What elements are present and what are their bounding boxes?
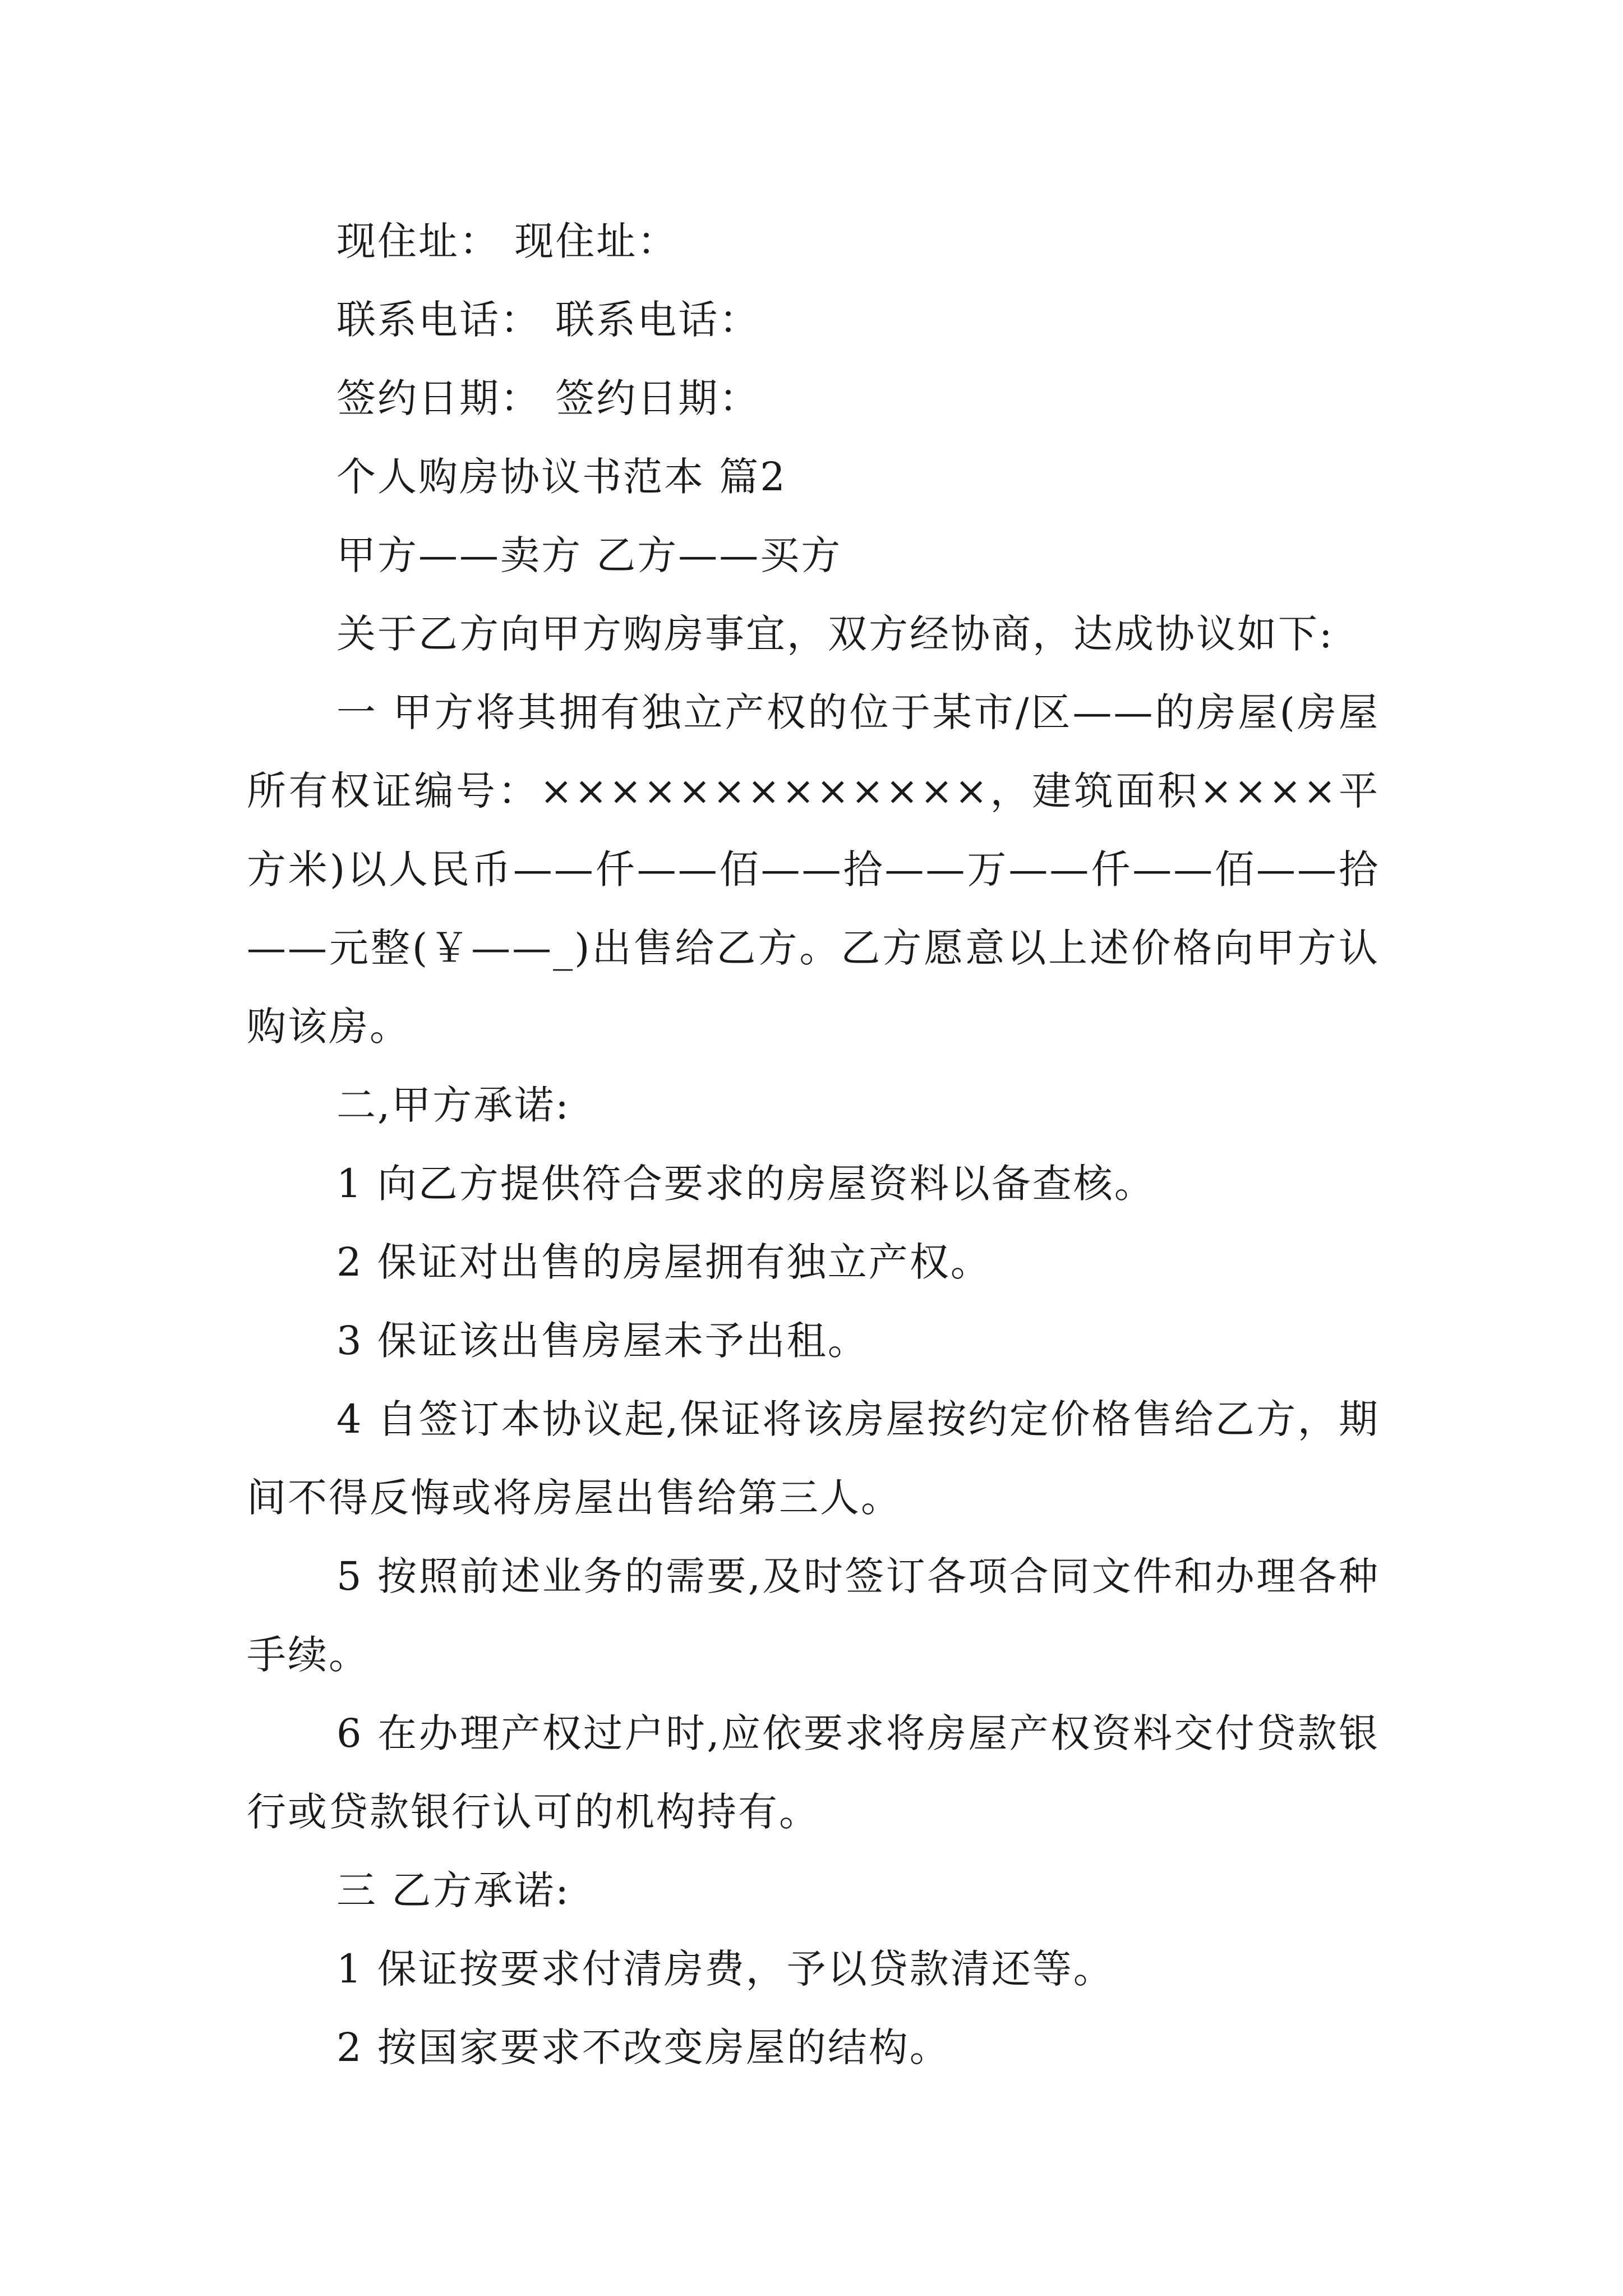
buyer-commitment-heading: 三 乙方承诺: xyxy=(336,1867,570,1913)
seller-item-4: 4 自签订本协议起,保证将该房屋按约定价格售给乙方，期间不得反悔或将房屋出售给第三人。 xyxy=(247,1396,1380,1521)
buyer-item-2: 2 按国家要求不改变房屋的结构。 xyxy=(336,2024,951,2070)
phone-line: 联系电话： 联系电话： xyxy=(336,297,760,343)
seller-item-5: 5 按照前述业务的需要,及时签订各项合同文件和办理各种手续。 xyxy=(247,1553,1380,1678)
sign-date-line: 签约日期： 签约日期： xyxy=(336,375,760,421)
buyer-item-1: 1 保证按要求付清房费，予以贷款清还等。 xyxy=(336,1946,1114,1992)
clause-1-paragraph: 一 甲方将其拥有独立产权的位于某市/区——的房屋(房屋所有权证编号：×××××××××××××，建筑面积××××平方米)以人民币——仟——佰——拾——万——仟——佰——拾——元整(￥——_)出售给乙方。乙方愿意以上述价格向甲方认购该房。 xyxy=(247,689,1380,1050)
intro-line: 关于乙方向甲方购房事宜，双方经协商，达成协议如下: xyxy=(336,611,1334,657)
seller-commitment-heading: 二,甲方承诺: xyxy=(336,1082,570,1128)
address-line: 现住址： 现住址： xyxy=(336,218,679,264)
document-body xyxy=(247,202,1380,2087)
parties-line: 甲方——卖方 乙方——买方 xyxy=(336,532,842,578)
section-heading: 个人购房协议书范本 篇2 xyxy=(336,454,787,500)
seller-item-1: 1 向乙方提供符合要求的房屋资料以备查核。 xyxy=(336,1161,1155,1207)
seller-item-3: 3 保证该出售房屋未予出租。 xyxy=(336,1318,869,1364)
seller-item-2: 2 保证对出售的房屋拥有独立产权。 xyxy=(336,1239,992,1285)
seller-item-6: 6 在办理产权过户时,应依要求将房屋产权资料交付贷款银行或贷款银行认可的机构持有。 xyxy=(247,1710,1380,1835)
